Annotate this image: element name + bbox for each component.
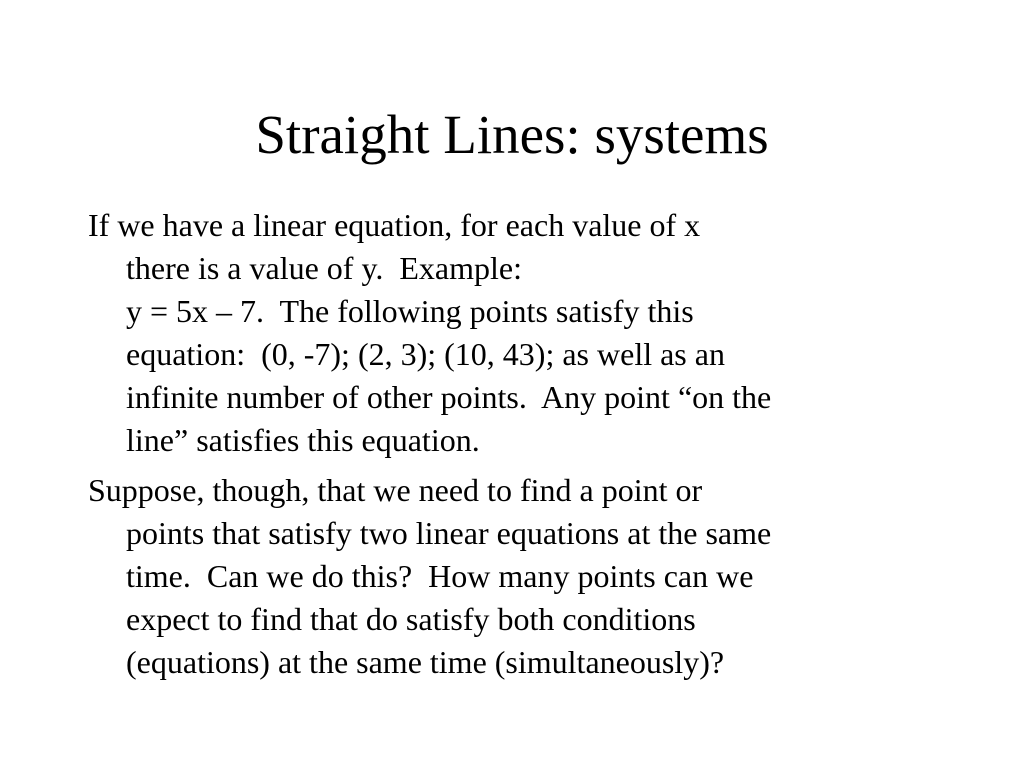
- paragraph-linear-equation: [88, 204, 948, 462]
- paragraph-systems: [88, 469, 948, 684]
- text-line: equation: (0, -7); (2, 3); (10, 43); as well as an: [126, 336, 725, 372]
- text-line: points that satisfy two linear equations at the same: [126, 515, 772, 551]
- text-line: y = 5x – 7. The following points satisfy this: [126, 293, 694, 329]
- text-line: If we have a linear equation, for each value of x: [88, 207, 701, 243]
- slide-body: [88, 204, 948, 691]
- text-line: infinite number of other points. Any point “on the: [126, 379, 772, 415]
- text-line: time. Can we do this? How many points can we: [126, 558, 754, 594]
- text-line: expect to find that do satisfy both conditions: [126, 601, 696, 637]
- text-line: Suppose, though, that we need to find a point or: [88, 472, 703, 508]
- text-line: there is a value of y. Example:: [126, 250, 522, 286]
- text-line: (equations) at the same time (simultaneously)?: [126, 644, 725, 680]
- text-line: line” satisfies this equation.: [126, 422, 480, 458]
- slide-title: Straight Lines: systems: [255, 104, 769, 165]
